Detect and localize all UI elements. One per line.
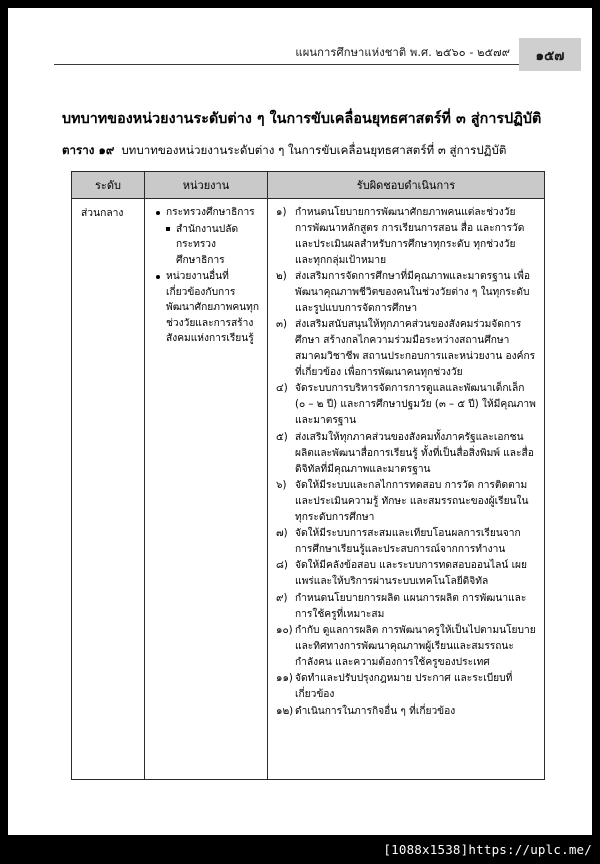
- responsibility-text: จัดให้มีคลังข้อสอบ และระบบการทดสอบออนไลน์ เผยแพร่และให้บริการผ่านระบบเทคโนโลยีดิจิทัล: [295, 560, 527, 588]
- responsibility-number: ๑๑): [276, 673, 293, 685]
- responsibility-text: จัดทำและปรับปรุงกฎหมาย ประกาศ และระเบียบที่เกี่ยวข้อง: [295, 673, 513, 701]
- column-header-responsibility: รับผิดชอบดำเนินการ: [268, 172, 545, 199]
- table-caption: [62, 142, 562, 160]
- table-caption-label: ตาราง ๑๙: [62, 143, 115, 157]
- agency-list: [145, 199, 267, 347]
- responsibility-item: [276, 205, 536, 269]
- responsibility-text: กำกับ ดูแลการผลิต การพัฒนาครูให้เป็นไปตามนโยบายและทิศทางการพัฒนาคุณภาพผู้เรียนและสมรรถนะกำลังคน และความต้องการใช้ครูของประเทศ: [295, 625, 536, 668]
- responsibility-item: [276, 526, 536, 558]
- responsibility-item: [276, 478, 536, 526]
- responsibility-item: [276, 269, 536, 317]
- responsibility-number: ๓): [276, 319, 287, 331]
- responsibility-number: ๑): [276, 207, 287, 218]
- responsibility-number: ๖): [276, 479, 287, 491]
- responsibility-number: ๘): [276, 560, 288, 572]
- responsibility-number: ๗): [276, 528, 288, 540]
- document-title: แผนการศึกษาแห่งชาติ พ.ศ. ๒๕๖๐ - ๒๕๗๙: [295, 46, 510, 59]
- responsibility-text: จัดให้มีระบบการสะสมและเทียบโอนผลการเรียนจากการศึกษาเรียนรู้และประสบการณ์จากการทำงาน: [295, 528, 521, 556]
- page-number-badge: ๑๕๗: [519, 38, 581, 71]
- section-heading: บทบาทของหน่วยงานระดับต่าง ๆ ในการขับเคลื่อนยุทธศาสตร์ที่ ๓ สู่การปฏิบัติ: [62, 111, 542, 127]
- cell-responsibility: [268, 199, 545, 780]
- responsibility-text: จัดให้มีระบบและกลไกการทดสอบ การวัด การติดตาม และประเมินความรู้ ทักษะ และสมรรถนะของผู้เรียนในทุกระดับการศึกษา: [295, 479, 529, 523]
- agency-item: กระทรวงศึกษาธิการ: [155, 205, 261, 221]
- responsibility-text: ส่งเสริมให้ทุกภาคส่วนของสังคมทั้งภาครัฐและเอกชนผลิตและพัฒนาสื่อการเรียนรู้ ทั้งที่เป็นสื่อสิ่งพิมพ์ และสื่อดิจิทัลที่มีคุณภาพและมาตรฐาน: [295, 431, 534, 475]
- responsibility-item: [276, 317, 536, 381]
- level-value: ส่วนกลาง: [81, 207, 124, 219]
- cell-level: [72, 199, 145, 780]
- responsibility-number: ๕): [276, 431, 288, 443]
- responsibility-list: [268, 199, 544, 720]
- responsibility-number: ๑๒): [276, 705, 294, 717]
- responsibility-number: ๒): [276, 271, 287, 283]
- roles-table: [71, 171, 545, 780]
- agency-item: สำนักงานปลัดกระทรวงศึกษาธิการ: [165, 222, 261, 269]
- responsibility-item: [276, 704, 536, 720]
- table-caption-text: บทบาทของหน่วยงานระดับต่าง ๆ ในการขับเคลื่อนยุทธศาสตร์ที่ ๓ สู่การปฏิบัติ: [121, 143, 507, 157]
- table-header-row: [72, 172, 545, 199]
- column-header-agency: หน่วยงาน: [145, 172, 268, 199]
- responsibility-text: จัดระบบการบริหารจัดการการดูแลและพัฒนาเด็กเล็ก (๐ – ๒ ปี) และการศึกษาปฐมวัย (๓ – ๕ ปี) ให้มีคุณภาพและมาตรฐาน: [295, 383, 536, 427]
- responsibility-number: ๑๐): [276, 625, 293, 637]
- responsibility-item: [276, 558, 536, 590]
- cell-agency: [145, 199, 268, 780]
- responsibility-text: กำหนดนโยบายการผลิต แผนการผลิต การพัฒนาและการใช้ครูที่เหมาะสม: [295, 592, 527, 620]
- responsibility-text: กำหนดนโยบายการพัฒนาศักยภาพคนแต่ละช่วงวัย การพัฒนาหลักสูตร การเรียนการสอน สื่อ และการวัดและประเมินผลสำหรับการศึกษาทุกระดับ ทุกช่วงวัย และทุกกลุ่มเป้าหมาย: [295, 207, 525, 266]
- header-divider: [54, 64, 520, 65]
- watermark-text: [1088x1538]https://uplc.me/: [383, 842, 592, 857]
- responsibility-text: ดำเนินการในภารกิจอื่น ๆ ที่เกี่ยวข้อง: [295, 705, 456, 717]
- responsibility-text: ส่งเสริมสนับสนุนให้ทุกภาคส่วนของสังคมร่วมจัดการศึกษา สร้างกลไกความร่วมมือระหว่างสถานศึกษา สมาคมวิชาชีพ สถานประกอบการและหน่วยงาน องค์กรที่เกี่ยวข้อง เพื่อการพัฒนาคนทุกช่วงวัย: [295, 319, 536, 379]
- responsibility-number: ๔): [276, 383, 288, 395]
- responsibility-number: ๙): [276, 592, 288, 604]
- responsibility-item: [276, 591, 536, 623]
- responsibility-item: [276, 430, 536, 478]
- running-header: [8, 38, 592, 72]
- responsibility-text: ส่งเสริมการจัดการศึกษาที่มีคุณภาพและมาตรฐาน เพื่อพัฒนาคุณภาพชีวิตของคนในช่วงวัยต่าง ๆ ในทุกระดับและรูปแบบการจัดการศึกษา: [295, 271, 530, 314]
- watermark-bar: [0, 835, 600, 864]
- responsibility-item: [276, 671, 536, 703]
- responsibility-item: [276, 623, 536, 671]
- agency-item: หน่วยงานอื่นที่เกี่ยวข้องกับการพัฒนาศักยภาพคนทุกช่วงวัยและการสร้างสังคมแห่งการเรียนรู้: [155, 269, 261, 347]
- table-row: [72, 199, 545, 780]
- responsibility-item: [276, 381, 536, 429]
- column-header-level: ระดับ: [72, 172, 145, 199]
- document-page: [8, 8, 592, 835]
